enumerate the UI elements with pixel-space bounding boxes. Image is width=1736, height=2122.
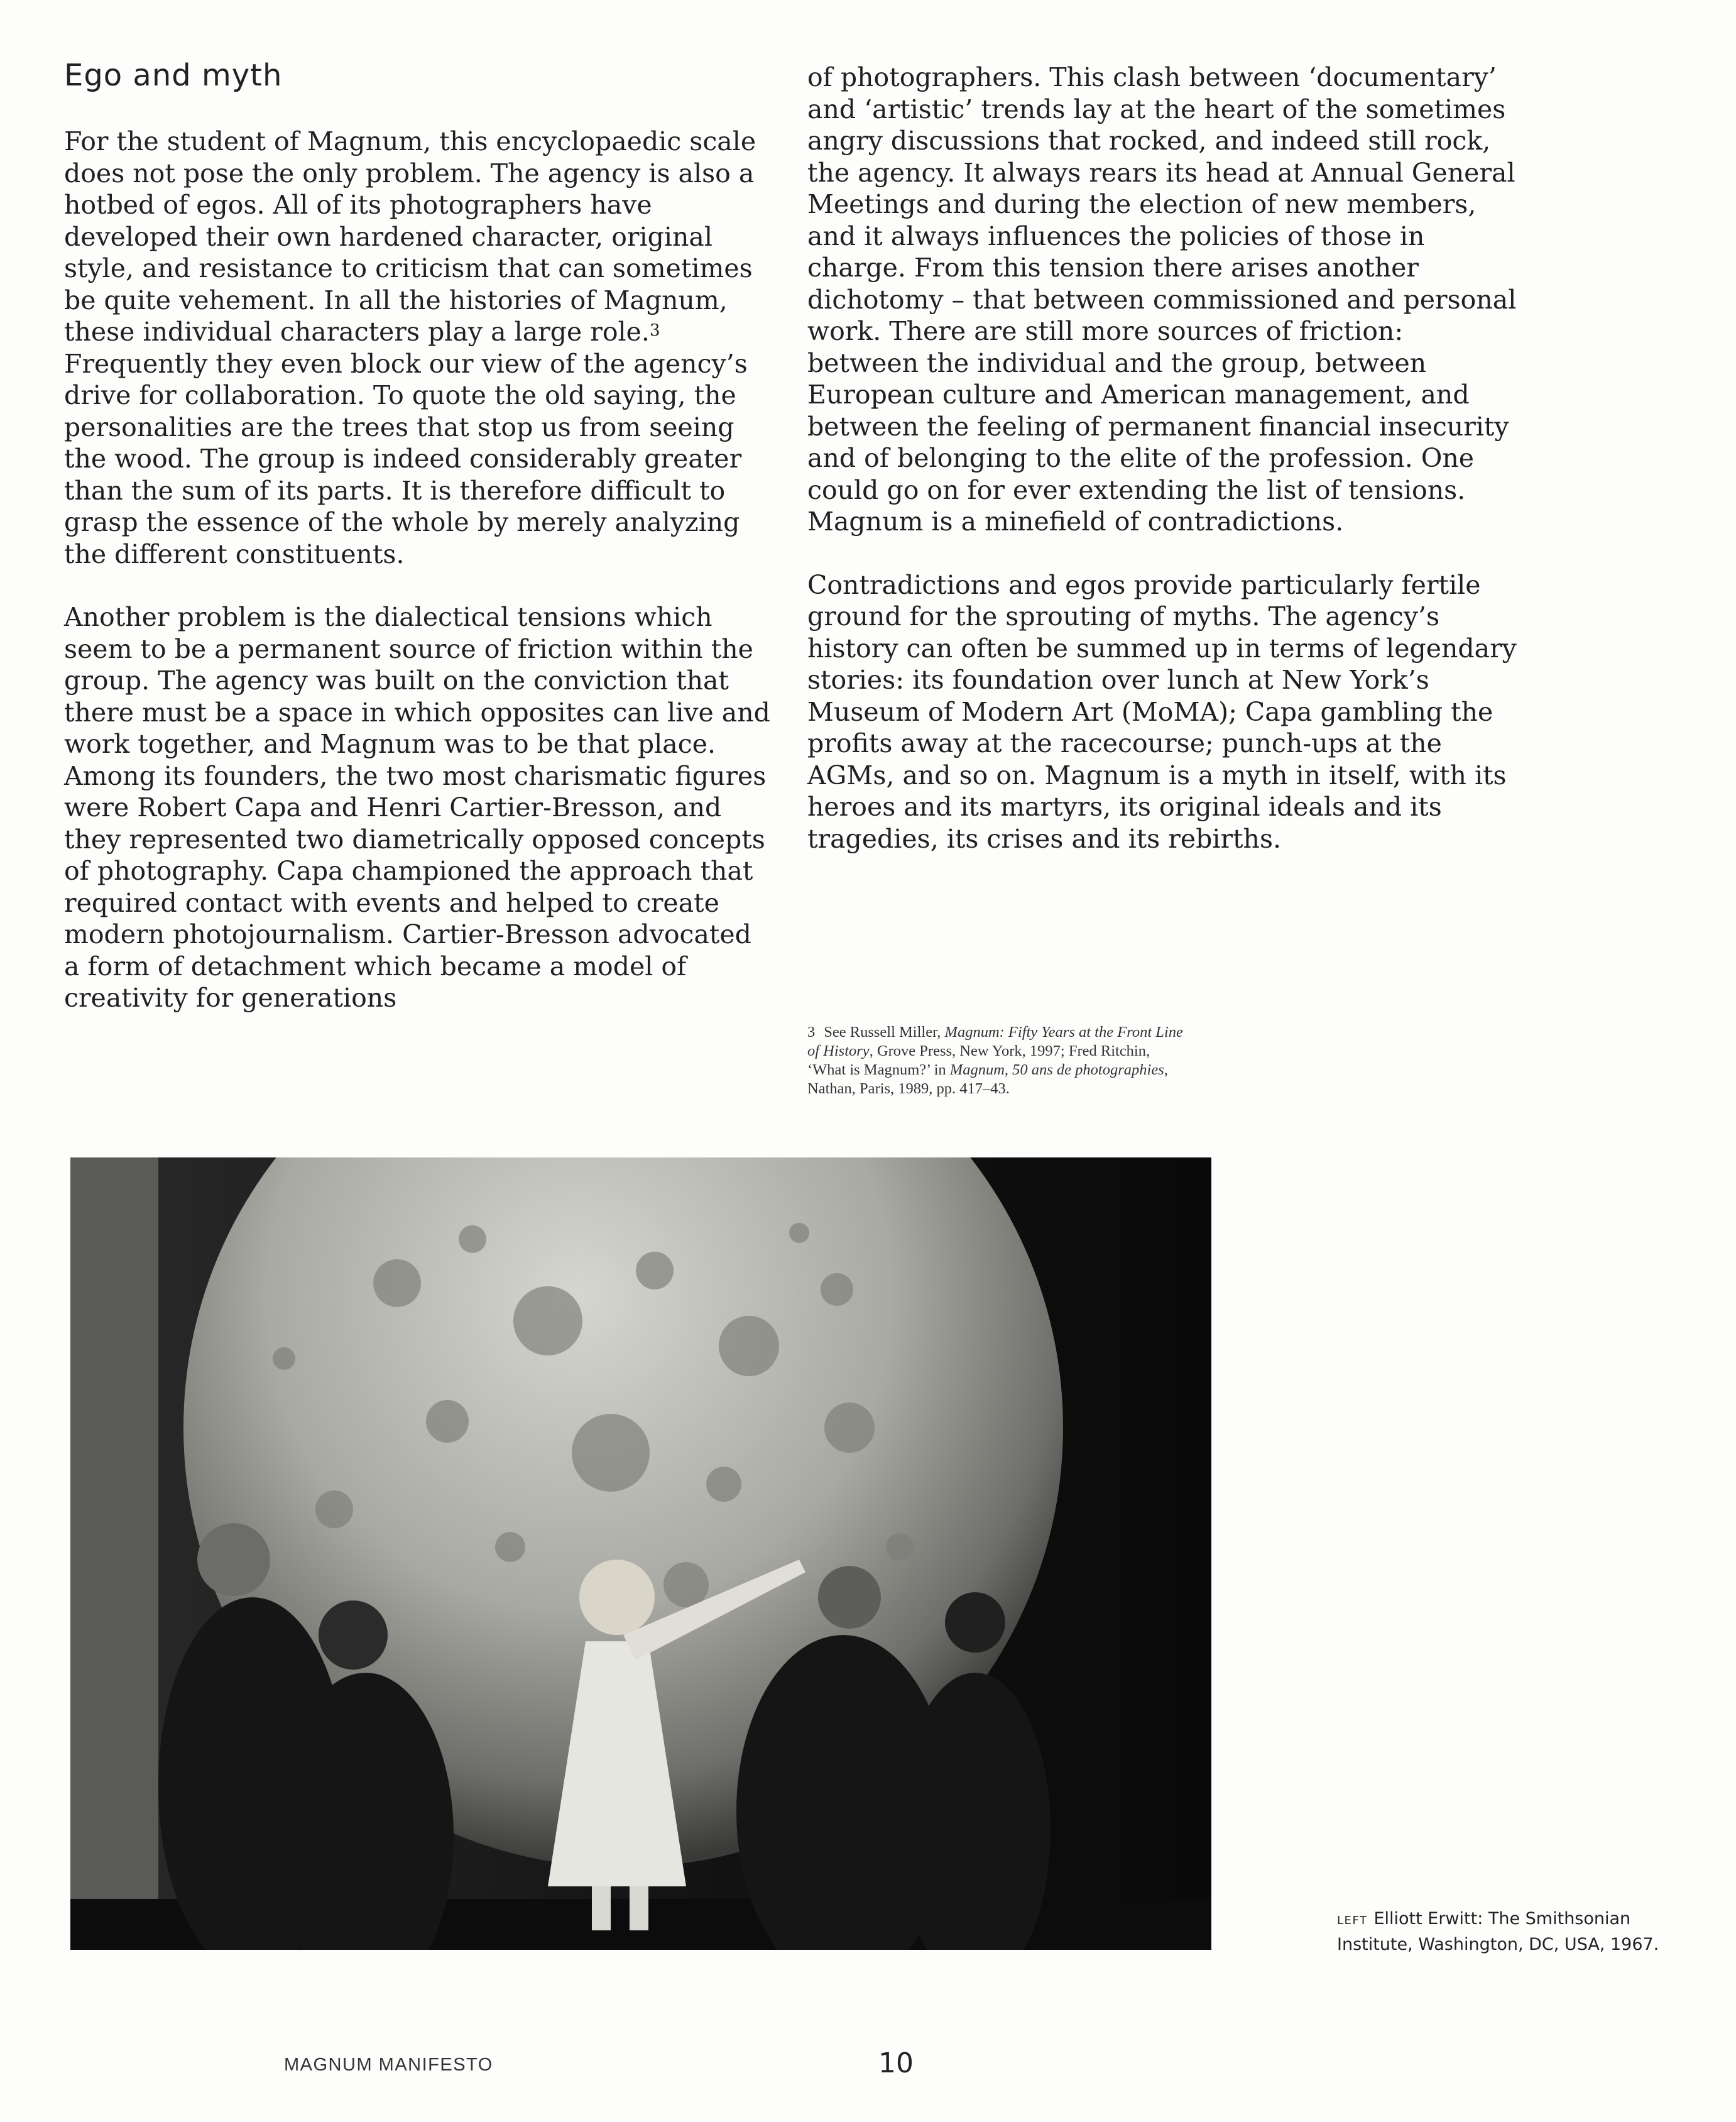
paragraph-ego [64, 126, 771, 570]
paragraph-ego-text-b: Frequently they even block our view of the agency’s drive for collaboration. To quote the old saying, the personalities are the trees that stop us from seeing the wood. The group is indeed considerably greater than the sum of its parts. It is therefore difficult to grasp the essence of the whole by merely analyzing the different constituents. [64, 348, 748, 569]
caption-position-tag: LEFT [1337, 1914, 1368, 1927]
paragraph-tensions: Another problem is the dialectical tensions which seem to be a permanent source of friction within the group. The agency was built on the conviction that there must be a space in which opposites can live and work together, and Magnum was to be that place. Among its founders, the two most charismatic figures were Robert Capa and Henri Cartier-Bresson, and they represented two diametrically opposed concepts of photography. Capa championed the approach that required contact with events and helped to create modern photojournalism. Cartier-Bresson advocated a form of detachment which became a model of creativity for generations [64, 602, 770, 1013]
footnote-text-b: , Grove Press, New York, 1997; Fred Ritchin, ‘What is Magnum?’ in [807, 1042, 1150, 1078]
paragraph-ego-text-a: For the student of Magnum, this encyclopaedic scale does not pose the only problem. The agency is also a hotbed of egos. All of its photographers have developed their own hardened character, original style, and resistance to criticism that can sometimes be quite vehement. In all the histories of Magnum, these individual characters play a large role. [64, 126, 756, 347]
photo-caption [1337, 1907, 1689, 1957]
left-column [64, 126, 771, 1014]
right-column [807, 62, 1517, 855]
photo-pillar [70, 1157, 158, 1950]
footnote [807, 1023, 1184, 1098]
footnote-title-a: Magnum: Fifty Years at the Front Line of History [807, 1024, 1183, 1059]
footnote-number: 3 [807, 1024, 816, 1041]
footnote-text-c: , Nathan, Paris, 1989, pp. 417–43. [807, 1061, 1168, 1097]
photograph-moon-exhibit [70, 1157, 1211, 1950]
page-number: 10 [878, 2047, 914, 2079]
footnote-reference: 3 [649, 321, 660, 340]
footnote-title-b: Magnum, 50 ans de photographies [949, 1061, 1164, 1078]
running-head: MAGNUM MANIFESTO [284, 2055, 493, 2075]
footnote-text-a: See Russell Miller, [824, 1024, 945, 1041]
caption-text: Elliott Erwitt: The Smithsonian Institute, Washington, DC, USA, 1967. [1337, 1909, 1659, 1954]
paragraph-myths: Contradictions and egos provide particularly fertile ground for the sprouting of myths. The agency’s history can often be summed up in terms of legendary stories: its foundation over lunch at New York’s Museum of Modern Art (MoMA); Capa gambling the profits away at the racecourse; punch-ups at the AGMs, and so on. Magnum is a myth in itself, with its heroes and its martyrs, its original ideals and its tragedies, its crises and its rebirths. [807, 569, 1517, 854]
photo-illustration [70, 1157, 1211, 1950]
paragraph-clash: of photographers. This clash between ‘documentary’ and ‘artistic’ trends lay at the heart of the sometimes angry discussions that rocked, and indeed still rock, the agency. It always rears its head at Annual General Meetings and during the election of new members, and it always influences the policies of those in charge. From this tension there arises another dichotomy – that between commissioned and personal work. There are still more sources of friction: between the individual and the group, between European culture and American management, and between the feeling of permanent financial insecurity and of belonging to the elite of the profession. One could go on for ever extending the list of tensions. Magnum is a minefield of contradictions. [807, 62, 1517, 537]
section-heading: Ego and myth [64, 58, 283, 93]
